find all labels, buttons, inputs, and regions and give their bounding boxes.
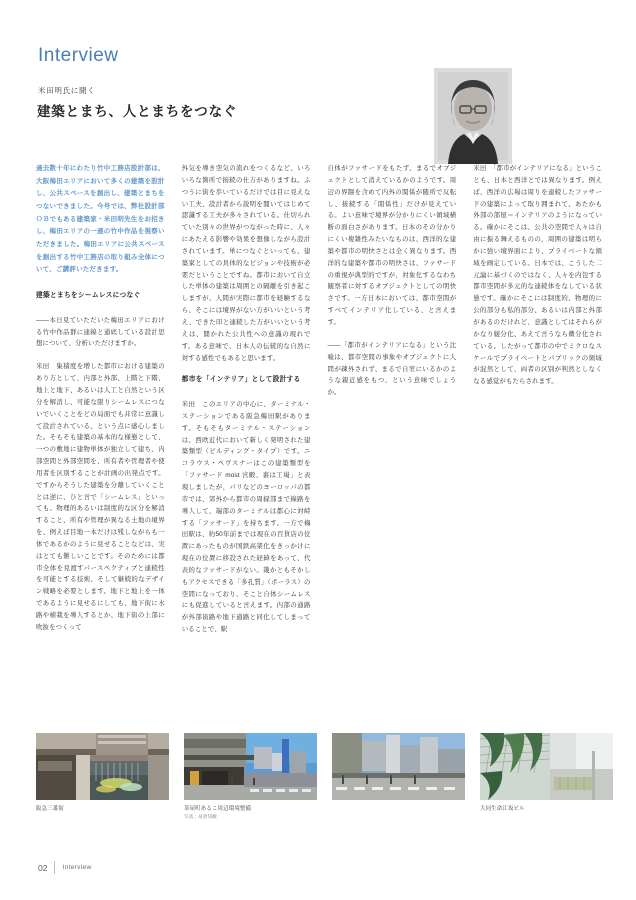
photo-streetscape xyxy=(332,733,465,800)
photo-item xyxy=(184,733,317,820)
page-number: 02 xyxy=(38,862,48,873)
column-2 xyxy=(182,163,311,708)
photo-item xyxy=(480,733,613,820)
paragraph: ——本日見ていただいた梅田エリアにおける竹中作品群に連綿と通底している設計思想について、分析いただけますか。 xyxy=(36,316,165,348)
paragraph: 外気を導き空気の流れをつくるなど、いろいろな箇所で接続の仕方がありますね。ふつうに街を歩いているだけでは目に見えない工夫、設計者から説明を聞いてはじめて認識する工夫が多々されている。仕切られていた別々の世界がつながった時に、人々にあたえる影響や効果を想像しながら設計されています。単につなぐといっても、建築家としての具体的なビジョンや技術が必要だということですね。都市において自立した単体の建築は周囲との隔離を引き起こしますが、人間が実際に都市を経験するなら、そこには境界がない方がいいという考え、できた印と連続した方がいいという考えは、聞かれた公共性への意識の現れです。ある意味で、日本人の伝統的な自然に対する感性でもあると思います。 xyxy=(181,165,311,362)
photo-item xyxy=(332,733,465,820)
footer-divider xyxy=(54,861,55,874)
photo-caption: 阪急三番街 xyxy=(36,806,64,812)
page-kicker: 米田明氏に聞く xyxy=(38,86,96,95)
article-columns xyxy=(36,163,602,708)
subheading-1: 建築とまちをシームレスにつなぐ xyxy=(36,292,141,300)
footer-section-name: Interview xyxy=(62,864,92,871)
paragraph: 米田 集積度を増した都市における建築のあり方として、内部と外部、上階と下階、地上と地下、あるいは人工と自然という区分を解消し、可能な限りシームレスにつないでいくことをどの局面でも非常に意識して設計されている、という点に感心しました。そもそも建築の基本的な様態として、一つの敷地に建物単体が独立して建ち、内部空間と外部空間を、所有者や管理者や使用者を区別することが計画の出発点です。ですからそうした建築を分離していくこととは逆に、ひと言で「シームレス」といっても、物理的あるいは制度的な区分を解消すること、所有や管理が異なる土地の境界を、例えば目地一本だけは残しながらも一体であるかのように見せることなどは、実はとても難しいことです。そのためには都市全体を見渡すパースペクティブと連続性を可能とする技術、そして継続的なデザイン戦略を必要とします。地下と地上を一体であるように見せるにしても、地下街に水路や植栽を導入するとか、地下街の上部に吹抜をつくって xyxy=(36,363,165,631)
page-footer xyxy=(38,861,92,874)
photo-daido-esaka-building xyxy=(480,733,613,800)
photo-chayamachi-aruko xyxy=(184,733,317,800)
photo-caption: 茶屋町あるこ周辺環境整備 xyxy=(184,806,252,812)
column-4 xyxy=(473,163,602,708)
paragraph: 自体がファサードをもたず、まるでオブジェクトとして消えているかのようです。周辺の界隈を含めて内外の関係が随所で反転し、接続する「関係性」だけが見えている。よい意味で境界が分かりにくい領域横断の面白さがあります。日本のその分かりにくい複雑性みたいなものは、西洋的な建築や都市の明快さとは全く異なります。西洋的な建築や都市の明快さは、ファサードの重視が典型的ですが、対象化するなわち観察者に対するオブジェクトとしての明快さです。一方日本においては、都市空間がすべてインテリア化している、と言えます。 xyxy=(327,165,457,326)
page-section-label: Interview xyxy=(38,45,119,66)
lead-paragraph: 過去数十年にわたり竹中工務店設計部は、大阪梅田エリアにおいて多くの建築を設計し、公共スペースを創出し、建築とまちをつないできました。今号では、弊社設計部ＯＢでもある建築家・米田明先生をお招きし、梅田エリアの一連の竹中作品を視察いただきました。梅田エリアに公共スペースを創出する竹中工務店の取り組み全体について、ご講評いただきます。 xyxy=(36,165,165,274)
photo-item xyxy=(36,733,169,820)
portrait-photo xyxy=(434,68,512,164)
photo-strip xyxy=(36,733,602,820)
subheading-2: 都市を「インテリア」として設計する xyxy=(181,376,301,384)
paragraph: 米田 「都市がインテリアになる」ということも、日本と西洋とでは異なります。例えば、西洋の広場は周りを連続したファサードの建築によって取り囲まれて、あたかも外部の部屋＝インテリアのようになっている。確かにそこは、公共の空間で人々は自由に振る舞えるものの、周囲の建築は明らかに強い境界面により、プライベートな領域を画定している。日本では、こうした二元論に基づくのではなく、人々を内包する都市空間が多元的な連続体をなしている状態です。確かにそこには制度的、物理的に公的部分も私的部分、あるいは内部と外部があるのだけれど、意識としてはそれらがかなり緩分化、あえて言うなら微分化されている。したがって都市の中でミクロなスケールでプライベートとパブリックの領域が混然として、両者の区別が判然としなくなる感覚がもたらされます。 xyxy=(473,165,602,386)
paragraph: ——「都市がインテリアになる」という比喩は、都市空間の事象やオブジェクトに人間が疎外されず、まるで自室にいるかのような親近感をもつ、という意味でしょうか。 xyxy=(327,341,457,397)
photo-hankyu-sanbangai xyxy=(36,733,169,800)
column-3 xyxy=(328,163,457,708)
photo-credit: 写真：母倉知樹 xyxy=(184,814,217,820)
column-1 xyxy=(36,163,165,708)
paragraph: 米田 このエリアの中心に、ターミナル・ステーションである阪急梅田駅があります。そもそもターミナル・ステーションは、西欧近代において新しく発明された建築類型（ビルディング・タイプ）です。ニコラウス・ペヴスナーはこの建築類型を「ファサード most 宮殿、裏は工場」と表現しましたが、パリなどのヨーロッパの都市では、郊外から都市の周縁部まで線路を導入して、端部のターミナルは都心に対峙する「ファサード」を持ちます。一方で梅田駅は、約50年前までは現在の百貨店の位置にあったものが国鉄高架化をきっかけに現在の位置に移設された経緯をあって、代表的なファサードがない。幾かともそかしもアクセスできる「多孔質」（ポーラス）の空間になっており、そこと自体シームレスにも促進していると言えます。内部の通路が外部街路や地下通路と同化してしまっていることで、駅 xyxy=(181,401,311,634)
page-title: 建築とまち、人とまちをつなぐ xyxy=(37,104,238,119)
photo-caption: 大同生命江坂ビル xyxy=(480,806,525,812)
